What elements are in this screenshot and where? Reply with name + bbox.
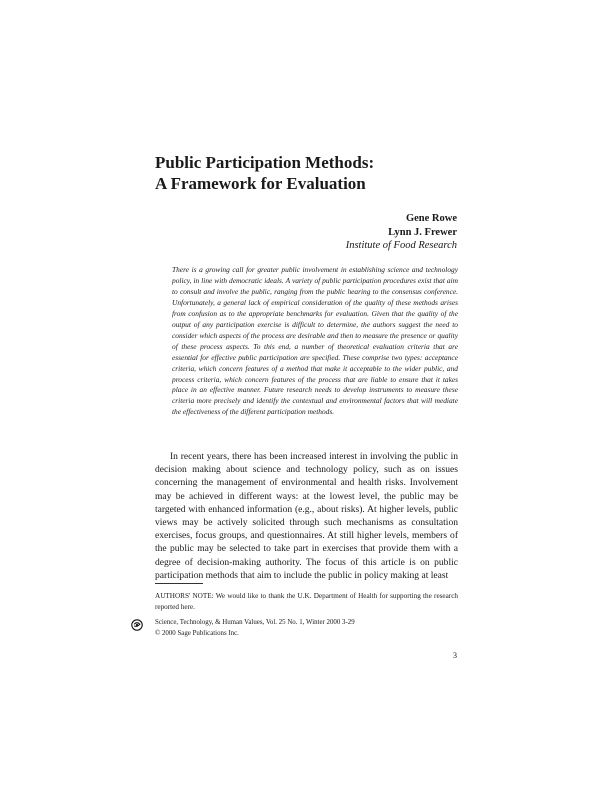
author-block: [346, 212, 457, 253]
title-line-2: A Framework for Evaluation: [155, 174, 366, 193]
journal-citation: Science, Technology, & Human Values, Vol. 25 No. 1, Winter 2000 3-29: [155, 619, 355, 626]
abstract: There is a growing call for greater public involvement in establishing science and technology policy, in line with democratic ideals. A variety of public participation procedures exist that aim to consult and involve the public, ranging from the public hearing to the consensus conference. Unfortunately, a general lack of empirical consideration of the quality of these methods arises from confusion as to the appropriate benchmarks for evaluation. Given that the quality of the output of any participation exercise is difficult to determine, the authors suggest the need to consider which aspects of the process are desirable and then to measure the presence or quality of these process aspects. To this end, a number of theoretical evaluation criteria that are essential for effective public participation are specified. These comprise two types: acceptance criteria, which concern features of a method that make it acceptable to the wider public, and process criteria, which concern features of the process that are liable to ensure that it takes place in an effective manner. Future research needs to develop instruments to measure these criteria more precisely and identify the contextual and environmental factors that will mediate the effectiveness of the different participation methods.: [172, 265, 458, 417]
article-title: [155, 152, 475, 194]
sage-logo-icon: [131, 619, 143, 631]
copyright-notice: © 2000 Sage Publications Inc.: [155, 629, 239, 637]
author-name: Gene Rowe: [405, 213, 457, 224]
title-line-1: Public Participation Methods:: [155, 153, 375, 172]
author-name: Lynn J. Frewer: [388, 226, 457, 238]
page-number: 3: [453, 651, 457, 660]
authors-note: AUTHORS' NOTE: We would like to thank the U.K. Department of Health for supporting the research reported here.: [155, 592, 458, 611]
author-affiliation: Institute of Food Research: [345, 240, 457, 251]
body-paragraph: In recent years, there has been increased interest in involving the public in decision making about science and technology policy, such as on issues concerning the management of environmental and health risks. Involvement may be achieved in different ways: at the lowest level, the public may be targeted with enhanced information (e.g., about risks). At higher levels, public views may be actively solicited through such mechanisms as consultation exercises, focus groups, and questionnaires. At still higher levels, members of the public may be selected to take part in exercises that provide them with a degree of decision-making authority. The focus of this article is on public participation methods that aim to include the public in policy making at least: [155, 451, 458, 581]
footnote-divider: [155, 583, 203, 584]
publication-info: [155, 618, 355, 639]
